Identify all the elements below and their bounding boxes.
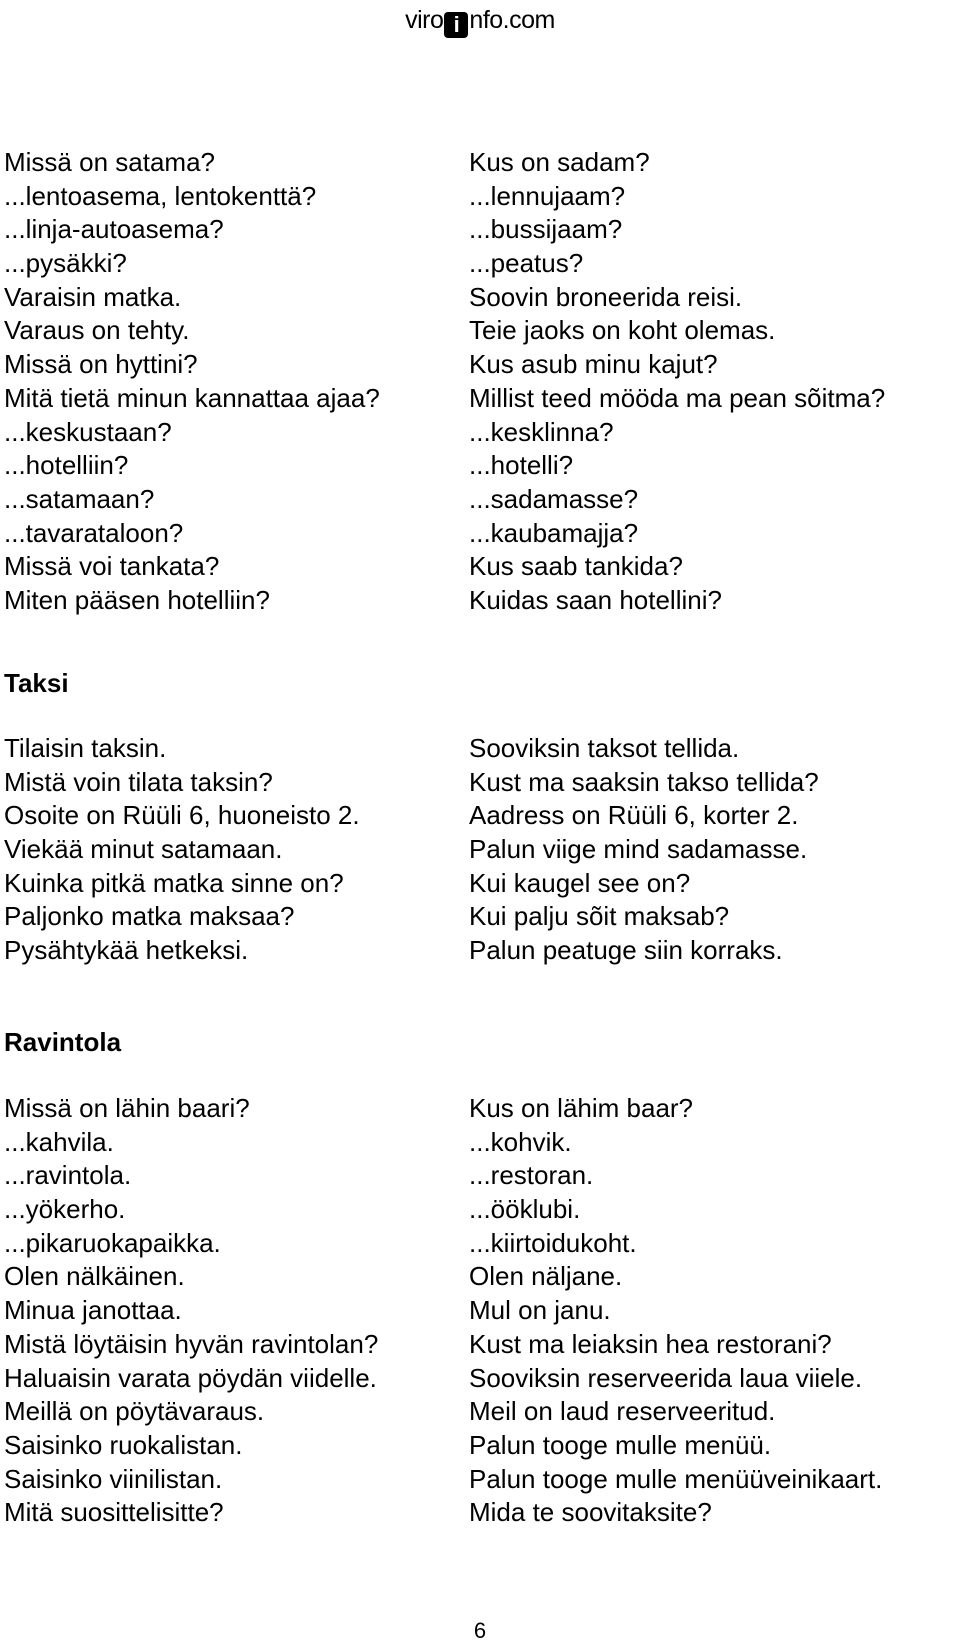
section-title-taksi: Taksi bbox=[4, 668, 69, 698]
phrase-finnish: ...satamaan? bbox=[4, 483, 155, 514]
phrase-row bbox=[0, 381, 960, 415]
phrase-row bbox=[0, 1394, 960, 1428]
phrase-estonian: ...sadamasse? bbox=[469, 483, 639, 514]
phrase-finnish: ...tavarataloon? bbox=[4, 517, 184, 548]
phrase-row bbox=[0, 866, 960, 900]
phrase-finnish: ...keskustaan? bbox=[4, 416, 172, 447]
phrase-row bbox=[0, 1327, 960, 1361]
phrase-row bbox=[0, 516, 960, 550]
phrase-finnish: ...pysäkki? bbox=[4, 248, 127, 279]
section-ravintola bbox=[0, 1091, 960, 1529]
phrase-row bbox=[0, 765, 960, 799]
phrase-finnish: Kuinka pitkä matka sinne on? bbox=[4, 867, 344, 898]
phrase-finnish: Missä voi tankata? bbox=[4, 551, 220, 582]
phrase-finnish: ...pikaruokapaikka. bbox=[4, 1227, 221, 1258]
phrase-estonian: Soovin broneerida reisi. bbox=[469, 281, 743, 312]
phrase-row bbox=[0, 583, 960, 617]
phrase-finnish: Minua janottaa. bbox=[4, 1295, 182, 1326]
phrase-finnish: Paljonko matka maksaa? bbox=[4, 901, 295, 932]
phrase-row bbox=[0, 415, 960, 449]
phrase-estonian: ...bussijaam? bbox=[469, 214, 623, 245]
phrase-estonian: Sooviksin taksot tellida. bbox=[469, 733, 740, 763]
phrase-estonian: Kust ma saaksin takso tellida? bbox=[469, 766, 819, 797]
phrase-row bbox=[0, 448, 960, 482]
phrase-estonian: Kus asub minu kajut? bbox=[469, 349, 718, 380]
phrase-estonian: Kui kaugel see on? bbox=[469, 867, 691, 898]
phrase-row bbox=[0, 1091, 960, 1125]
phrase-estonian: Kust ma leiaksin hea restorani? bbox=[469, 1328, 832, 1359]
phrase-row bbox=[0, 1462, 960, 1496]
phrase-finnish: ...hotelliin? bbox=[4, 450, 129, 481]
phrase-estonian: Olen näljane. bbox=[469, 1261, 623, 1292]
phrase-row bbox=[0, 731, 960, 765]
phrase-row bbox=[0, 1293, 960, 1327]
phrase-estonian: Kus on lähim baar? bbox=[469, 1093, 694, 1123]
phrase-row bbox=[0, 179, 960, 213]
phrase-row bbox=[0, 1226, 960, 1260]
phrase-row bbox=[0, 212, 960, 246]
phrase-row bbox=[0, 246, 960, 280]
info-logo-icon: i bbox=[444, 12, 468, 38]
phrase-row bbox=[0, 549, 960, 583]
phrase-estonian: Palun tooge mulle menüü. bbox=[469, 1429, 772, 1460]
phrase-estonian: Kui palju sõit maksab? bbox=[469, 901, 730, 932]
phrase-finnish: Olen nälkäinen. bbox=[4, 1261, 185, 1292]
phrase-finnish: ...ravintola. bbox=[4, 1160, 132, 1191]
phrase-finnish: Missä on hyttini? bbox=[4, 349, 198, 380]
phrase-estonian: Palun viige mind sadamasse. bbox=[469, 834, 808, 865]
phrase-estonian: ...kohvik. bbox=[469, 1126, 572, 1157]
phrase-finnish: ...linja-autoasema? bbox=[4, 214, 224, 245]
phrase-finnish: Pysähtykää hetkeksi. bbox=[4, 935, 249, 966]
phrase-finnish: ...kahvila. bbox=[4, 1126, 114, 1157]
phrase-estonian: ...ööklubi. bbox=[469, 1194, 581, 1225]
phrase-row bbox=[0, 1192, 960, 1226]
phrase-estonian: ...peatus? bbox=[469, 248, 584, 279]
phrase-row bbox=[0, 280, 960, 314]
phrase-estonian: Mida te soovitaksite? bbox=[469, 1497, 712, 1528]
phrase-finnish: Varaisin matka. bbox=[4, 281, 182, 312]
phrase-finnish: Mitä suosittelisitte? bbox=[4, 1497, 224, 1528]
phrase-finnish: Haluaisin varata pöydän viidelle. bbox=[4, 1362, 377, 1393]
phrase-row bbox=[0, 1428, 960, 1462]
phrase-finnish: Miten pääsen hotelliin? bbox=[4, 584, 270, 615]
section-taksi bbox=[0, 731, 960, 967]
phrase-row bbox=[0, 1361, 960, 1395]
phrase-estonian: Mul on janu. bbox=[469, 1295, 611, 1326]
phrase-row bbox=[0, 933, 960, 967]
phrase-row bbox=[0, 1125, 960, 1159]
phrase-estonian: ...lennujaam? bbox=[469, 180, 626, 211]
phrase-row bbox=[0, 1259, 960, 1293]
phrase-estonian: Meil on laud reserveeritud. bbox=[469, 1396, 776, 1427]
phrase-estonian: ...kiirtoidukoht. bbox=[469, 1227, 637, 1258]
phrase-estonian: Palun tooge mulle menüüveinikaart. bbox=[469, 1463, 883, 1494]
brand-suffix: nfo.com bbox=[469, 6, 555, 34]
phrase-estonian: ...hotelli? bbox=[469, 450, 574, 481]
section-title-ravintola: Ravintola bbox=[4, 1027, 122, 1057]
phrase-row bbox=[0, 482, 960, 516]
phrase-finnish: Osoite on Rüüli 6, huoneisto 2. bbox=[4, 800, 360, 831]
phrase-row bbox=[0, 1495, 960, 1529]
phrase-finnish: Tilaisin taksin. bbox=[4, 733, 167, 763]
phrase-estonian: Aadress on Rüüli 6, korter 2. bbox=[469, 800, 799, 831]
phrase-estonian: Palun peatuge siin korraks. bbox=[469, 935, 783, 966]
phrase-estonian: Millist teed mööda ma pean sõitma? bbox=[469, 382, 886, 413]
phrase-estonian: Teie jaoks on koht olemas. bbox=[469, 315, 776, 346]
phrase-row bbox=[0, 899, 960, 933]
phrase-finnish: Missä on lähin baari? bbox=[4, 1093, 250, 1123]
phrase-row bbox=[0, 798, 960, 832]
phrase-finnish: ...lentoasema, lentokenttä? bbox=[4, 180, 317, 211]
phrase-estonian: Kus on sadam? bbox=[469, 147, 650, 177]
phrase-estonian: ...kesklinna? bbox=[469, 416, 614, 447]
phrase-finnish: Mistä voin tilata taksin? bbox=[4, 766, 273, 797]
phrase-finnish: Saisinko ruokalistan. bbox=[4, 1429, 243, 1460]
phrase-estonian: Kuidas saan hotellini? bbox=[469, 584, 722, 615]
phrase-row bbox=[0, 145, 960, 179]
phrase-estonian: Sooviksin reserveerida laua viiele. bbox=[469, 1362, 863, 1393]
phrase-estonian: ...kaubamajja? bbox=[469, 517, 639, 548]
phrase-finnish: ...yökerho. bbox=[4, 1194, 126, 1225]
phrase-finnish: Meillä on pöytävaraus. bbox=[4, 1396, 265, 1427]
site-header bbox=[0, 4, 960, 38]
phrase-finnish: Varaus on tehty. bbox=[4, 315, 190, 346]
phrase-estonian: ...restoran. bbox=[469, 1160, 594, 1191]
phrase-row bbox=[0, 832, 960, 866]
page-number: 6 bbox=[473, 1618, 487, 1643]
phrase-estonian: Kus saab tankida? bbox=[469, 551, 683, 582]
phrase-finnish: Missä on satama? bbox=[4, 147, 215, 177]
brand-prefix: viro bbox=[405, 6, 444, 34]
phrase-finnish: Saisinko viinilistan. bbox=[4, 1463, 223, 1494]
phrase-finnish: Viekää minut satamaan. bbox=[4, 834, 283, 865]
phrase-finnish: Mitä tietä minun kannattaa ajaa? bbox=[4, 382, 380, 413]
phrase-row bbox=[0, 313, 960, 347]
phrase-finnish: Mistä löytäisin hyvän ravintolan? bbox=[4, 1328, 379, 1359]
phrase-row bbox=[0, 347, 960, 381]
section-general bbox=[0, 145, 960, 617]
phrase-row bbox=[0, 1158, 960, 1192]
